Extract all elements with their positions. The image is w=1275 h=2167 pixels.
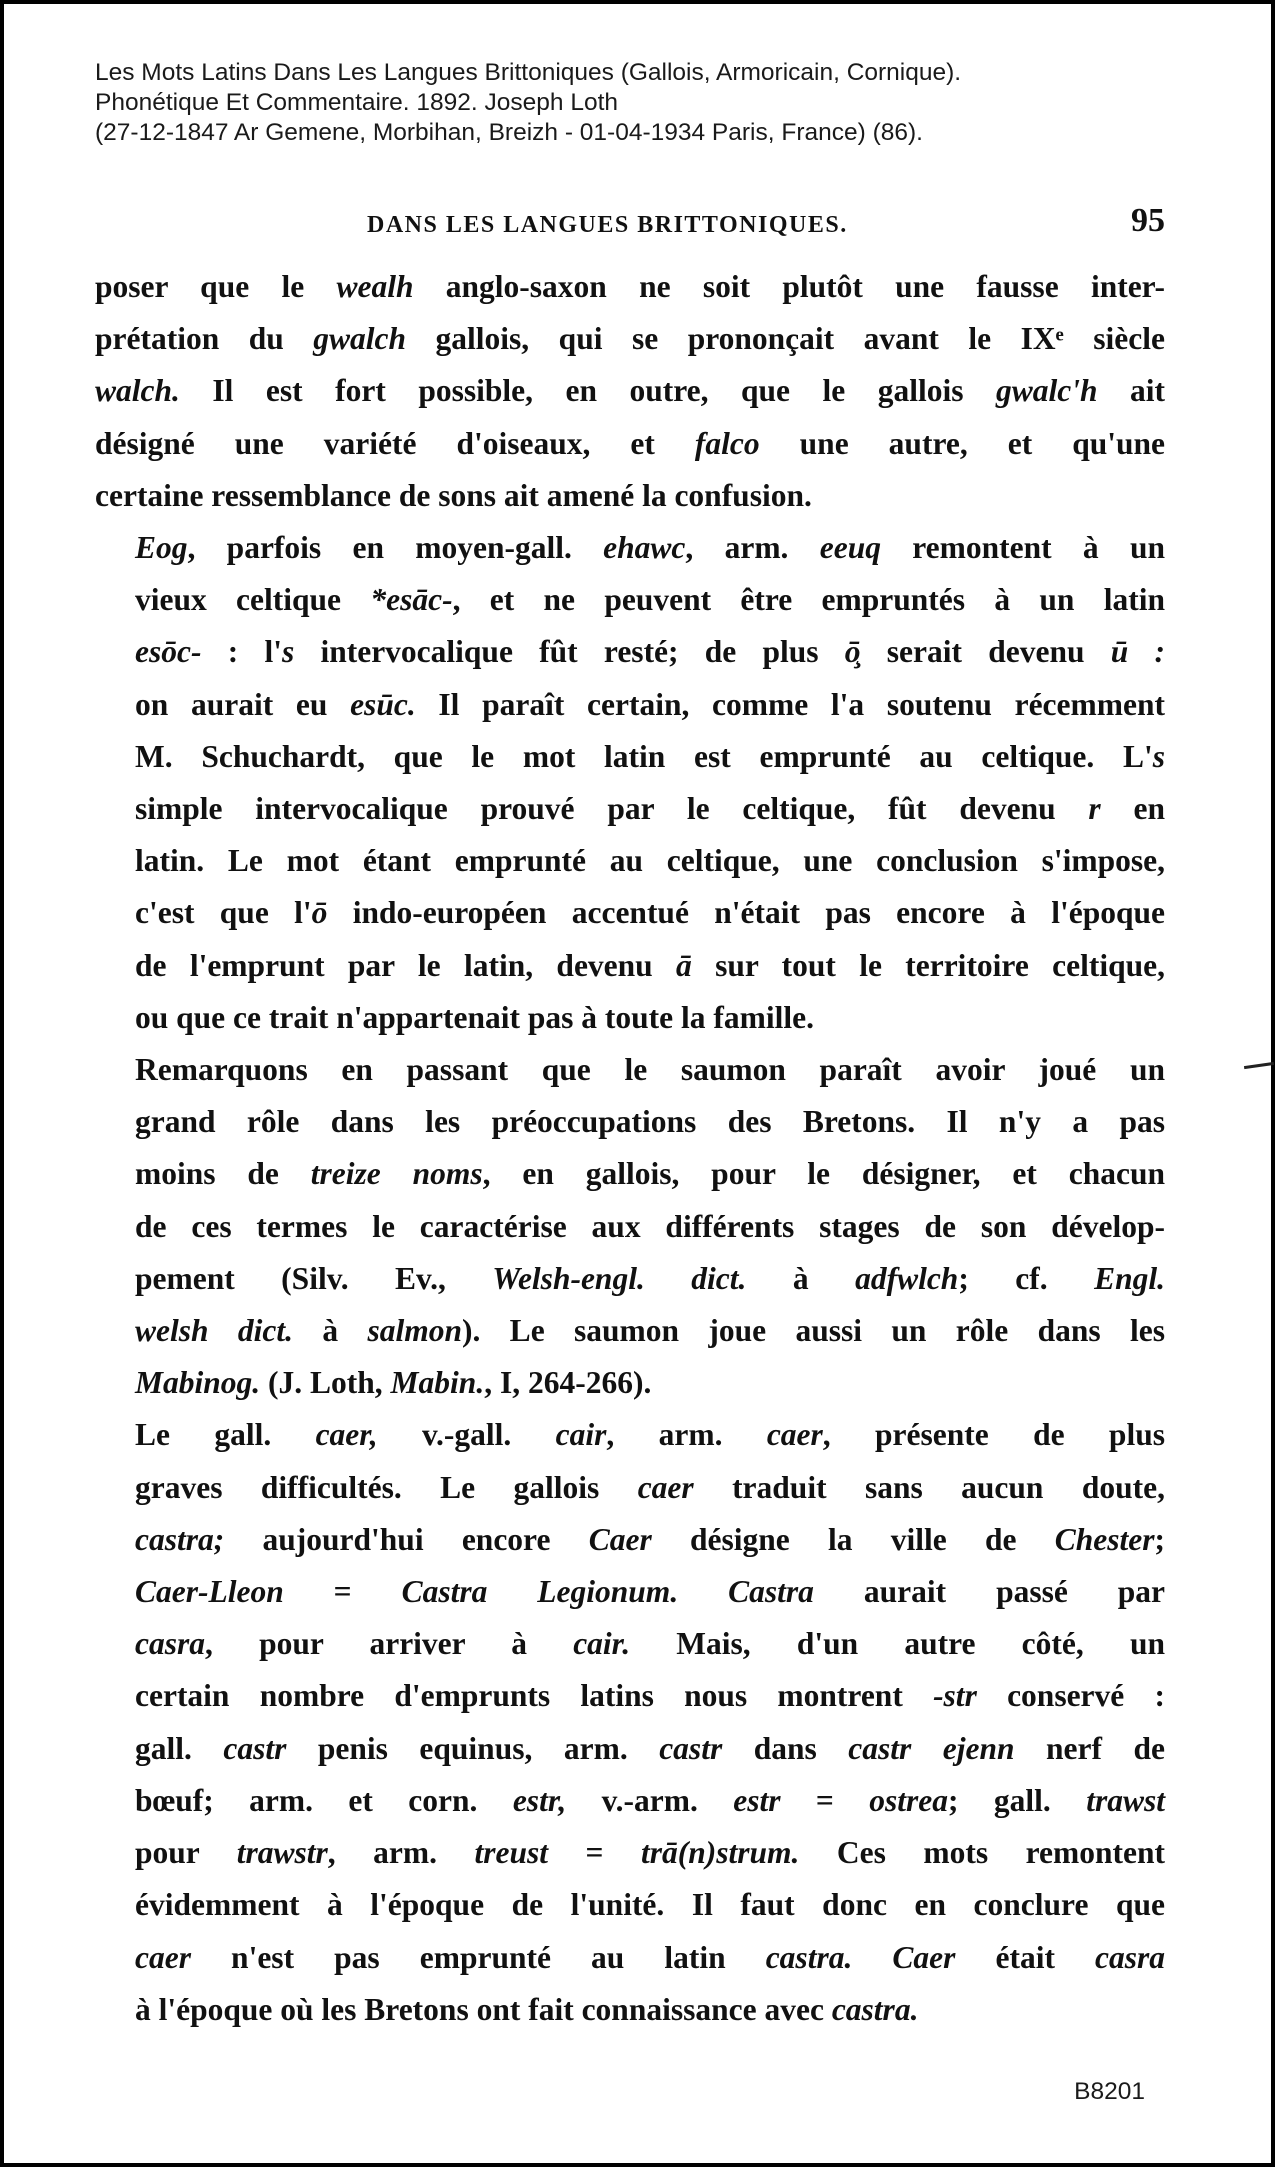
text-run: moins de xyxy=(135,1156,311,1192)
text-run: traduit sans aucun doute, xyxy=(693,1469,1165,1505)
text-run: évidemment à l'époque de l'unité. Il faut donc en conclure que xyxy=(135,1887,1165,1923)
paragraph xyxy=(95,1044,1165,1409)
bibliographic-note-line-3: (27-12-1847 Ar Gemene, Morbihan, Breizh - 01-04-1934 Paris, France) (86). xyxy=(95,119,923,146)
text-run: à l'époque où les Bretons ont fait connaissance avec xyxy=(135,1991,832,2027)
text-run: ; gall. xyxy=(948,1782,1087,1818)
italic-term: esōc- xyxy=(135,634,202,670)
text-line xyxy=(95,522,1165,574)
italic-term: caer, xyxy=(315,1417,378,1453)
text-run: Le gall. xyxy=(135,1417,316,1453)
text-run: (J. Loth, xyxy=(260,1365,391,1401)
running-title: DANS LES LANGUES BRITTONIQUES. xyxy=(367,212,848,238)
text-run: simple intervocalique prouvé par le celtique, fût devenu xyxy=(135,791,1089,827)
italic-term: castra; xyxy=(135,1521,225,1557)
text-line xyxy=(95,574,1165,626)
text-run: , pour arriver à xyxy=(205,1626,574,1662)
italic-term: caer xyxy=(135,1939,191,1975)
text-line xyxy=(95,835,1165,887)
text-line xyxy=(95,783,1165,835)
text-run: pement (Silv. Ev., xyxy=(135,1260,493,1296)
italic-term: ā xyxy=(676,947,692,983)
text-line xyxy=(95,1201,1165,1253)
text-run: Il paraît certain, comme l'a soutenu récemment xyxy=(415,686,1165,722)
text-run: penis equinus, arm. xyxy=(286,1730,660,1766)
text-run: indo-européen accentué n'était pas encore à l'époque xyxy=(327,895,1165,931)
italic-term: welsh dict. xyxy=(135,1313,293,1349)
italic-term: trawstr xyxy=(236,1835,328,1871)
text-line xyxy=(95,1984,1165,2036)
text-run: gall. xyxy=(135,1730,224,1766)
text-line xyxy=(95,261,1165,313)
text-line xyxy=(95,1357,1165,1409)
text-run: , présente de plus xyxy=(822,1417,1165,1453)
text-run: certaine ressemblance de sons ait amené la confusion. xyxy=(95,477,812,513)
italic-term: casra xyxy=(1095,1939,1166,1975)
italic-term: eeuq xyxy=(819,530,881,566)
text-run: nerf de xyxy=(1014,1730,1165,1766)
text-run: ; xyxy=(1154,1521,1166,1557)
text-run: Il est fort possible, en outre, que le gallois xyxy=(179,373,996,409)
text-line xyxy=(95,313,1165,365)
text-run: de ces termes le caractérise aux différents stages de son dévelop- xyxy=(135,1208,1165,1244)
italic-term: treize noms xyxy=(310,1156,483,1192)
text-line xyxy=(95,1723,1165,1775)
text-run xyxy=(678,1574,728,1609)
text-line xyxy=(95,1514,1165,1566)
text-run: ; cf. xyxy=(958,1260,1095,1296)
italic-term: estr, xyxy=(512,1782,567,1818)
text-run: , parfois en moyen-gall. xyxy=(187,530,604,566)
text-run: désigne la ville de xyxy=(651,1521,1055,1557)
text-run: anglo-saxon ne soit plutôt une fausse inter- xyxy=(413,269,1165,304)
italic-term: salmon xyxy=(367,1313,462,1349)
text-run: aurait passé par xyxy=(813,1574,1166,1610)
italic-term: Caer xyxy=(892,1939,956,1975)
text-run: grand rôle dans les préoccupations des Bretons. Il n'y a pas xyxy=(135,1104,1165,1140)
italic-term: ū : xyxy=(1110,634,1165,670)
text-line xyxy=(95,1462,1165,1514)
text-run: de l'emprunt par le latin, devenu xyxy=(135,947,677,983)
italic-term: Chester xyxy=(1054,1521,1155,1557)
text-line xyxy=(95,679,1165,731)
text-run: ). Le saumon joue aussi un rôle dans les xyxy=(461,1313,1165,1349)
italic-term: Castra Legionum. xyxy=(401,1574,679,1610)
italic-term: caer xyxy=(637,1469,694,1505)
italic-term: walch. xyxy=(95,373,180,409)
italic-term: trawst xyxy=(1086,1782,1165,1818)
text-run: à xyxy=(292,1313,368,1349)
text-line xyxy=(95,1305,1165,1357)
italic-term: ō xyxy=(311,895,328,931)
italic-term: adfwlch xyxy=(855,1260,959,1296)
text-line xyxy=(95,992,1165,1044)
bibliographic-note-line-2: Phonétique Et Commentaire. 1892. Joseph Loth xyxy=(95,89,619,116)
text-run: pour xyxy=(135,1835,237,1871)
text-run: , en gallois, pour le désigner, et chacun xyxy=(482,1156,1165,1192)
italic-term: treust xyxy=(474,1835,548,1871)
italic-term: gwalch xyxy=(313,321,407,357)
text-run: , I, 264-266). xyxy=(484,1365,652,1401)
text-line xyxy=(95,1879,1165,1931)
text-run: une autre, et qu'une xyxy=(759,425,1166,461)
italic-term: castra. xyxy=(765,1939,853,1975)
running-head xyxy=(95,202,1165,248)
text-line xyxy=(95,1775,1165,1827)
text-run: , arm. xyxy=(327,1835,475,1871)
italic-term: trā(n)strum. xyxy=(640,1835,800,1871)
text-line xyxy=(95,1044,1165,1096)
text-line xyxy=(95,1409,1165,1461)
text-run: désigné une variété d'oiseaux, et xyxy=(95,425,695,461)
text-run: on aurait eu xyxy=(135,686,351,722)
text-run xyxy=(852,1940,892,1975)
paragraph xyxy=(95,261,1165,522)
text-run: intervocalique fût resté; de plus xyxy=(294,634,845,670)
text-run: dans xyxy=(722,1730,849,1766)
text-run: M. Schuchardt, que le mot latin est emprunté au celtique. L' xyxy=(135,738,1153,774)
text-run: gallois, qui se prononçait avant le IXᵉ siècle xyxy=(406,321,1165,357)
italic-term: esūc. xyxy=(350,686,416,722)
text-run: Ces mots remontent xyxy=(799,1835,1165,1871)
text-run: poser que le xyxy=(95,269,337,304)
italic-term: Caer xyxy=(588,1521,652,1557)
text-run: bœuf; arm. et corn. xyxy=(135,1782,513,1818)
text-line xyxy=(95,470,1165,522)
italic-term: caer xyxy=(766,1417,823,1453)
text-line xyxy=(95,1932,1165,1984)
text-run: graves difficultés. Le gallois xyxy=(135,1469,638,1505)
catalog-id: B8201 xyxy=(1074,2078,1145,2105)
text-line xyxy=(95,418,1165,470)
italic-term: ō̧ xyxy=(844,634,861,670)
italic-term: ostrea xyxy=(869,1782,949,1818)
text-run: sur tout le territoire celtique, xyxy=(691,947,1165,983)
text-line xyxy=(95,1670,1165,1722)
text-run: , arm. xyxy=(685,530,820,566)
text-run: remontent à un xyxy=(880,530,1166,566)
text-run: certain nombre d'emprunts latins nous montrent xyxy=(135,1678,934,1714)
text-run: , arm. xyxy=(606,1417,767,1453)
italic-term: estr xyxy=(733,1782,781,1818)
text-run: v.-gall. xyxy=(377,1417,556,1453)
text-run: Remarquons en passant que le saumon paraît avoir joué un xyxy=(135,1052,1165,1088)
text-run: = xyxy=(548,1835,641,1871)
italic-term: -str xyxy=(933,1678,977,1714)
text-run: en xyxy=(1100,791,1165,827)
italic-term: gwalc'h xyxy=(995,373,1098,409)
bibliographic-note-line-1: Les Mots Latins Dans Les Langues Brittoniques (Gallois, Armoricain, Cornique). xyxy=(95,59,962,86)
text-run: conservé : xyxy=(976,1678,1165,1714)
italic-term: *esāc- xyxy=(370,582,453,618)
text-line xyxy=(95,887,1165,939)
italic-term: cair. xyxy=(573,1626,631,1662)
text-line xyxy=(95,940,1165,992)
text-line xyxy=(95,1148,1165,1200)
text-run: Mais, d'un autre côté, un xyxy=(630,1626,1165,1662)
text-run: vieux celtique xyxy=(135,582,371,618)
margin-mark xyxy=(1244,1062,1274,1069)
italic-term: Engl. xyxy=(1094,1260,1165,1296)
text-run: v.-arm. xyxy=(566,1782,734,1818)
italic-term: Castra xyxy=(728,1574,814,1610)
text-run: aujourd'hui encore xyxy=(224,1521,589,1557)
body-text xyxy=(95,261,1165,2036)
page-number: 95 xyxy=(1131,202,1165,239)
text-line xyxy=(95,1827,1165,1879)
italic-term: Caer-Lleon xyxy=(135,1574,284,1610)
italic-term: s xyxy=(1152,738,1165,774)
text-run: n'est pas emprunté au latin xyxy=(190,1939,766,1975)
italic-term: Welsh-engl. dict. xyxy=(492,1260,747,1296)
text-run: c'est que l' xyxy=(135,895,312,931)
italic-term: Eog xyxy=(135,530,188,566)
italic-term: Mabin. xyxy=(390,1365,485,1401)
text-run: = xyxy=(283,1574,402,1610)
text-run: , et ne peuvent être empruntés à un latin xyxy=(452,582,1165,618)
text-run: = xyxy=(780,1782,870,1818)
italic-term: castr xyxy=(223,1730,287,1766)
italic-term: r xyxy=(1088,791,1101,827)
italic-term: s xyxy=(281,634,295,670)
text-line xyxy=(95,626,1165,678)
text-run: prétation du xyxy=(95,321,314,357)
text-line xyxy=(95,1096,1165,1148)
italic-term: Mabinog. xyxy=(135,1365,261,1401)
italic-term: ehawc xyxy=(603,530,686,566)
paragraph xyxy=(95,1409,1165,2035)
italic-term: castr ejenn xyxy=(848,1730,1015,1766)
text-run: serait devenu xyxy=(860,634,1111,670)
text-run: était xyxy=(955,1939,1096,1975)
text-line xyxy=(95,731,1165,783)
paragraph xyxy=(95,522,1165,1044)
italic-term: cair xyxy=(555,1417,607,1453)
text-line xyxy=(95,365,1165,417)
text-run: à xyxy=(746,1260,856,1296)
text-run: ait xyxy=(1097,373,1165,409)
italic-term: castr xyxy=(659,1730,723,1766)
italic-term: falco xyxy=(694,425,760,461)
text-run: ou que ce trait n'appartenait pas à toute la famille. xyxy=(135,999,814,1035)
text-run: latin. Le mot étant emprunté au celtique, une conclusion s'impose, xyxy=(135,843,1165,879)
text-line xyxy=(95,1566,1165,1618)
italic-term: wealh xyxy=(336,269,414,304)
text-line xyxy=(95,1618,1165,1670)
text-run: : l' xyxy=(201,634,282,670)
italic-term: castra. xyxy=(831,1991,919,2027)
text-line xyxy=(95,1253,1165,1305)
italic-term: casra xyxy=(135,1626,205,1662)
bibliographic-note xyxy=(95,58,1215,148)
